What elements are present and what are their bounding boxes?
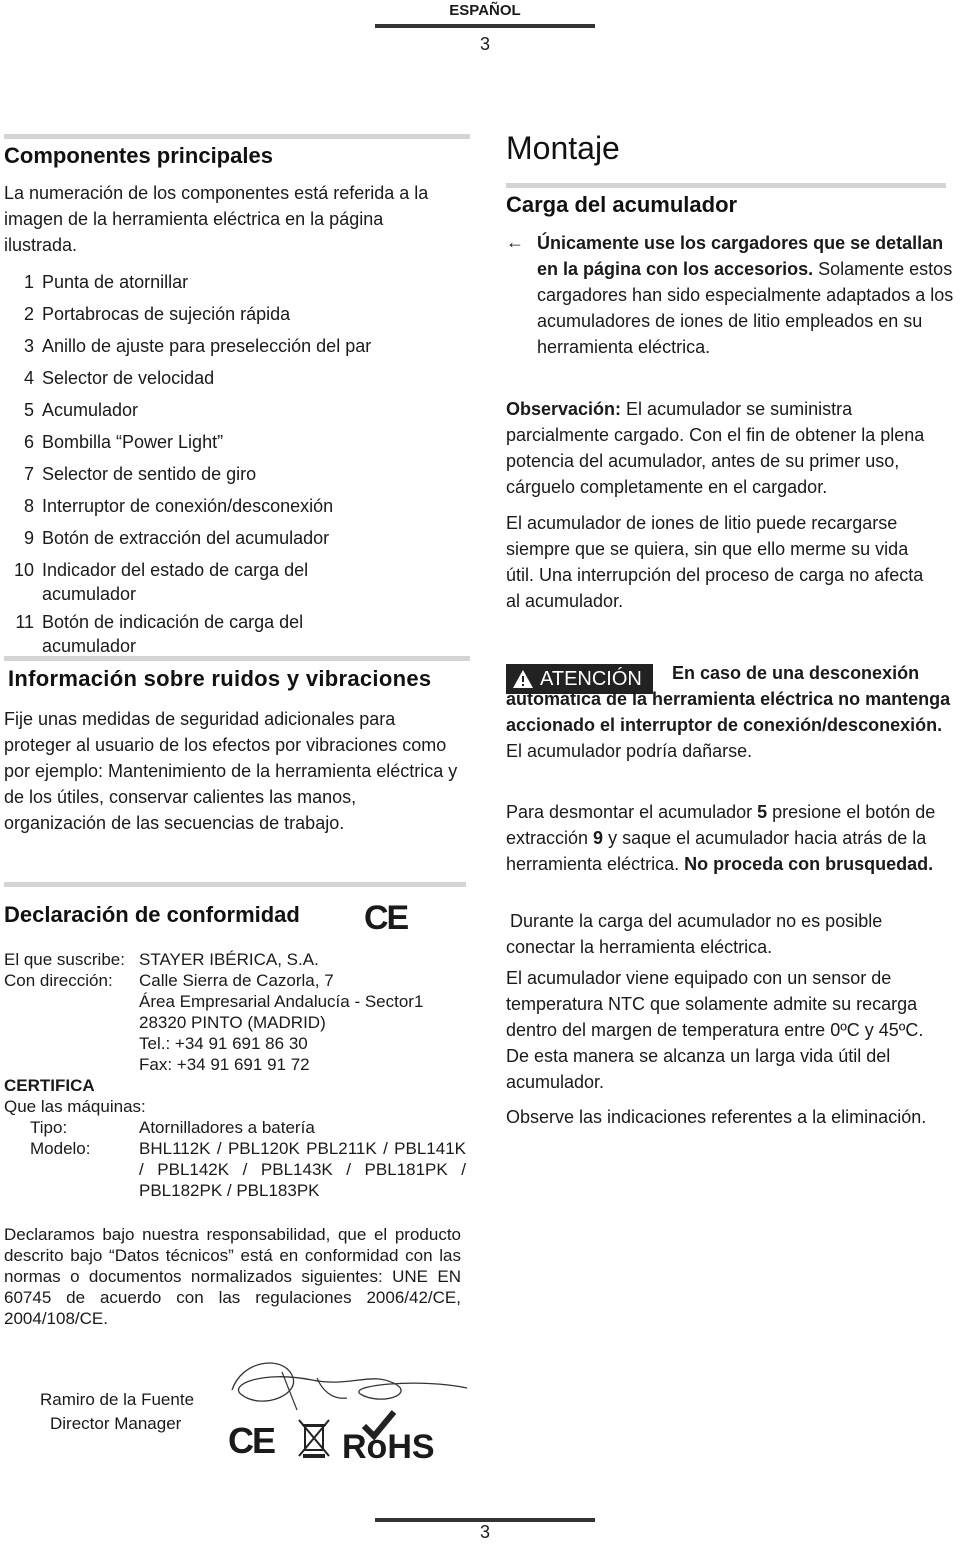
tipo-value: Atornilladores a batería — [139, 1118, 315, 1137]
list-item: 1 Punta de atornillar — [23, 272, 189, 292]
ruidos-body: Fije unas medidas de seguridad adicionales para proteger al usuario de los efectos por vibraciones como por ejemplo: Mantenimiento de la herramienta eléctrica y de los útiles, conservar calientes las manos, organización de las secuencias de trabajo. — [4, 709, 458, 833]
ruidos-title: Información sobre ruidos y vibraciones — [8, 666, 432, 691]
component-list — [8, 270, 468, 658]
warning-text: En caso de una desconexión automática de la herramienta eléctrica no mantenga accionado el interruptor de conexión/desconexión. El acumulador podría dañarse. — [506, 663, 951, 761]
arrow-left-icon: ← — [506, 232, 524, 252]
durante-paragraph: Durante la carga del acumulador no es posible conectar la herramienta eléctrica. — [506, 911, 883, 957]
direccion-line: Fax: +34 91 691 91 72 — [139, 1055, 310, 1074]
componentes-intro: La numeración de los componentes está referida a la imagen de la herramienta eléctrica en la página ilustrada. — [4, 183, 429, 255]
rohs-logo: RoHS — [342, 1428, 435, 1466]
maquinas-label: Que las máquinas: — [4, 1097, 146, 1116]
signer-name: Ramiro de la Fuente — [40, 1390, 195, 1409]
list-item: 4 Selector de velocidad — [23, 368, 215, 388]
list-item: 5 Acumulador — [23, 400, 139, 420]
suscribe-label: El que suscribe: — [4, 950, 125, 969]
montaje-title: Montaje — [506, 130, 620, 166]
direccion-label: Con dirección: — [4, 971, 113, 990]
charger-note: Únicamente use los cargadores que se detallan en la página con los accesorios. Solamente estos cargadores han sido especialmente adaptados a los acumuladores de iones de litio empleados en su herramienta eléctrica. — [537, 233, 954, 357]
weee-bin-icon — [297, 1416, 331, 1460]
list-item: 9 Botón de extracción del acumulador — [23, 528, 330, 548]
section-rule — [4, 134, 470, 139]
ce-mark: CE — [364, 899, 408, 937]
conformity-statement: Declaramos bajo nuestra responsabilidad, que el producto descrito bajo “Datos técnicos” está en conformidad con las normas o documentos normalizados siguientes: UNE EN 60745 de acuerdo con las regulaciones 2006/42/CE, 2004/108/CE. — [4, 1225, 461, 1328]
list-item: 2 Portabrocas de sujeción rápida — [23, 304, 291, 324]
direccion-line: Calle Sierra de Cazorla, 7 — [139, 971, 334, 990]
componentes-title: Componentes principales — [4, 143, 273, 168]
suscribe-value: STAYER IBÉRICA, S.A. — [139, 950, 319, 969]
direccion-line: 28320 PINTO (MADRID) — [139, 1013, 326, 1032]
sensor-paragraph: El acumulador viene equipado con un sensor de temperatura NTC que solamente admite su recarga dentro del margen de temperatura entre 0ºC y 45ºC. De esta manera se alcanza un larga vida útil del acumulador. — [506, 968, 924, 1092]
header-rule — [375, 24, 595, 28]
page-number-bottom: 3 — [479, 1522, 490, 1542]
section-rule — [506, 183, 946, 188]
declaracion-title: Declaración de conformidad — [4, 902, 300, 927]
section-rule — [4, 656, 470, 661]
modelo-label: Modelo: — [30, 1139, 91, 1158]
signer-title: Director Manager — [50, 1414, 182, 1433]
modelo-value: BHL112K / PBL120K PBL211K / PBL141K / PBL142K / PBL143K / PBL181PK / PBL182PK / PBL183PK — [139, 1139, 466, 1200]
list-item: 8 Interruptor de conexión/desconexión — [23, 496, 334, 516]
list-item: 6 Bombilla “Power Light” — [23, 432, 224, 452]
ce-mark-footer: CE — [228, 1420, 275, 1461]
certifica-label: CERTIFICA — [4, 1076, 95, 1095]
list-item: 11 Botón de indicación de carga del acumulador — [15, 612, 304, 656]
tipo-label: Tipo: — [30, 1118, 68, 1137]
warning-badge: ATENCIÓN — [506, 664, 653, 694]
declaracion-details — [4, 949, 466, 1201]
list-item: 10 Indicador del estado de carga del acumulador — [13, 560, 309, 604]
direccion-line: Área Empresarial Andalucía - Sector1 — [139, 992, 424, 1011]
list-item: 7 Selector de sentido de giro — [23, 464, 257, 484]
page-number-top: 3 — [479, 34, 490, 54]
section-rule — [4, 882, 466, 887]
carga-subtitle: Carga del acumulador — [506, 192, 738, 217]
observacion: Observación: El acumulador se suministra parcialmente cargado. Con el fin de obtener la plena potencia del acumulador, antes de su primer uso, cárguelo completamente en el cargador. — [506, 399, 925, 497]
recarga-paragraph: El acumulador de iones de litio puede recargarse siempre que se quiera, sin que ello merme su vida útil. Una interrupción del proceso de carga no afecta al acumulador. — [506, 513, 924, 611]
observe-paragraph: Observe las indicaciones referentes a la eliminación. — [506, 1107, 927, 1127]
desmontar-paragraph: Para desmontar el acumulador 5 presione el botón de extracción 9 y saque el acumulador hacia atrás de la herramienta eléctrica. No proceda con brusquedad. — [506, 802, 936, 874]
language-label: ESPAÑOL — [449, 2, 521, 19]
list-item: 3 Anillo de ajuste para preselección del par — [23, 336, 372, 356]
direccion-line: Tel.: +34 91 691 86 30 — [139, 1034, 308, 1053]
